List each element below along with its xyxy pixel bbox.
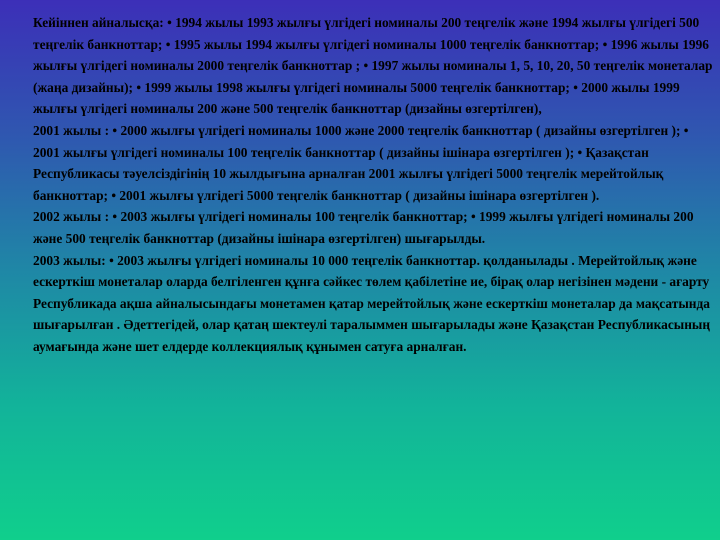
paragraph-2002: 2002 жылы : • 2003 жылғы үлгідегі номиналы 100 теңгелік банкноттар; • 1999 жылғы үлгідегі номиналы 200 және 500 теңгелік банкноттар (дизайны ішінара өзгертілген) шығарылды. xyxy=(33,209,694,246)
slide-body-text xyxy=(33,12,713,358)
paragraph-2001: 2001 жылы : • 2000 жылғы үлгідегі номиналы 1000 және 2000 теңгелік банкноттар ( дизайны өзгертілген ); • 2001 жылғы үлгідегі номиналы 100 теңгелік банкноттар ( дизайны ішінара өзгертілген ); • Қазақстан Республикасы тәуелсіздігінің 10 жылдығына арналған 2001 жылғы үлгідегі 5000 теңгелік мерейтойлық банкноттар; • 2001 жылғы үлгідегі 5000 теңгелік банкноттар ( дизайны ішінара өзгертілген ). xyxy=(33,122,689,203)
paragraph-1996-2000: Кейіннен айналысқа: • 1994 жылы 1993 жылғы үлгідегі номиналы 200 теңгелік және 1994 жылғы үлгідегі 500 теңгелік банкноттар; • 1995 жылы 1994 жылғы үлгідегі номиналы 1000 теңгелік банкноттар; • 1996 жылы 1996 жылғы үлгідегі номиналы 2000 теңгелік банкноттар ; • 1997 жылы номиналы 1, 5, 10, 20, 50 теңгелік монеталар (жаңа дизайны); • 1999 жылы 1998 жылғы үлгідегі номиналы 5000 теңгелік банкноттар; • 2000 жылы 1999 жылғы үлгідегі номиналы 200 және 500 теңгелік банкноттар (дизайны өзгертілген), xyxy=(33,15,713,117)
paragraph-2003: 2003 жылы: • 2003 жылғы үлгідегі номиналы 10 000 теңгелік банкноттар. қолданылады . Мерейтойлық және ескерткіш монеталар оларда белгіленген құнға сәйкес төлем қабілетіне ие, бірақ олар негізінен мәдени - ағарту Республикада ақша айналысындағы монетамен қатар мерейтойлық және ескерткіш монеталар да мақсатында шығарылған . Әдеттегідей, олар қатаң шектеулі таралыммен шығарылады және Қазақстан Республикасының аумағында және шет елдерде коллекциялық құнымен сатуға арналған. xyxy=(33,252,711,354)
